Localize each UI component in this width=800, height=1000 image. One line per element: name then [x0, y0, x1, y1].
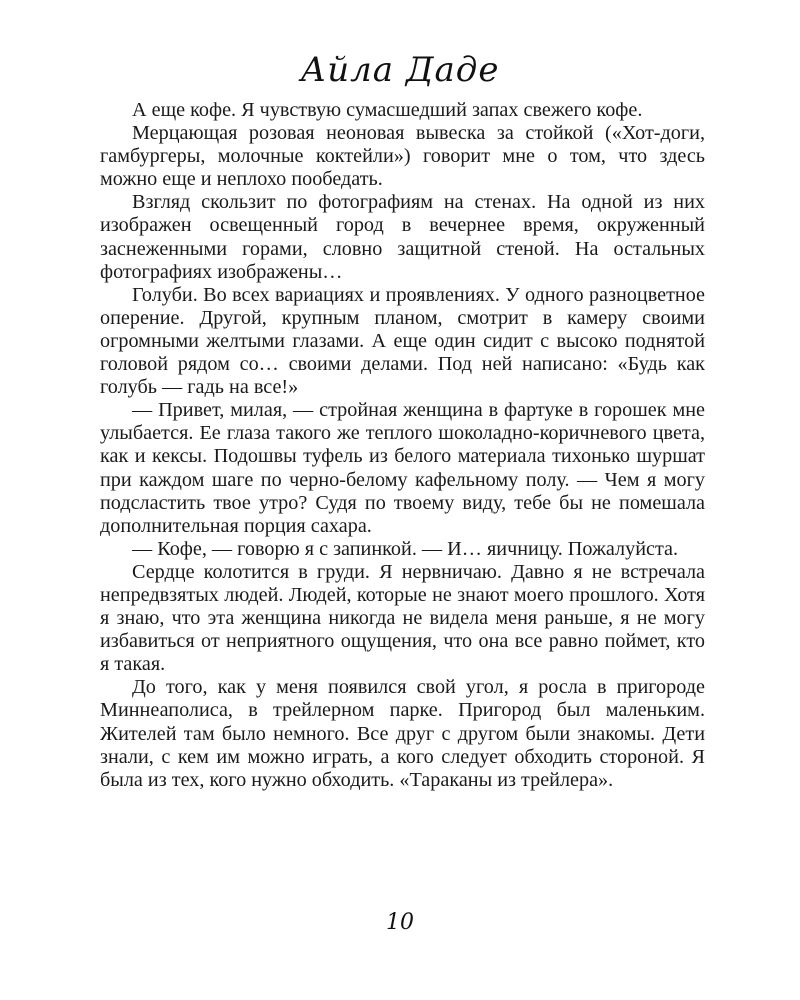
paragraph: — Привет, милая, — стройная женщина в фартуке в горошек мне улыбается. Ее глаза такого же теплого шоколадно-коричневого цвета, как и кексы. Подошвы туфель из белого материала тихонько шуршат при каждом шаге по черно-белому кафельному полу. — Чем я могу подсластить твое утро? Судя по твоему виду, тебе бы не помешала дополнительная порция сахара.	[100, 399, 705, 537]
paragraph: Взгляд скользит по фотографиям на стенах. На одной из них изображен освещенный город в вечернее время, окруженный заснеженными горами, словно защитной стеной. На остальных фотографиях изображены…	[100, 191, 705, 283]
paragraph: А еще кофе. Я чувствую сумасшедший запах свежего кофе.	[132, 99, 643, 121]
paragraph: До того, как у меня появился свой угол, я росла в пригороде Миннеаполиса, в трейлерном парке. Пригород был маленьким. Жителей там было немного. Все друг с другом были знакомы. Дети знали, с кем им можно играть, а кого следует обходить стороной. Я была из тех, кого нужно обходить. «Тараканы из трейлера».	[100, 676, 705, 791]
page-number: 10	[386, 910, 414, 935]
paragraph: Голуби. Во всех вариациях и проявлениях. У одного разноцветное оперение. Другой, крупным планом, смотрит в камеру своими огромными желтыми глазами. А еще один сидит с высоко поднятой головой рядом со… своими делами. Под ней написано: «Будь как голубь — гадь на все!»	[100, 283, 705, 399]
body-text	[100, 99, 705, 792]
paragraph: Мерцающая розовая неоновая вывеска за стойкой («Хот-доги, гамбургеры, молочные коктейли») говорит мне о том, что здесь можно еще и неплохо пообедать.	[100, 122, 705, 191]
running-header-author: Айла Даде	[300, 50, 500, 90]
paragraph: — Кофе, — говорю я с запинкой. — И… яичницу. Пожалуйста.	[132, 537, 679, 560]
paragraph: Сердце колотится в груди. Я нервничаю. Давно я не встречала непредвзятых людей. Людей, которые не знают моего прошлого. Хотя я знаю, что эта женщина никогда не видела меня раньше, я не могу избавиться от неприятного ощущения, что она все равно поймет, кто я такая.	[100, 560, 705, 676]
